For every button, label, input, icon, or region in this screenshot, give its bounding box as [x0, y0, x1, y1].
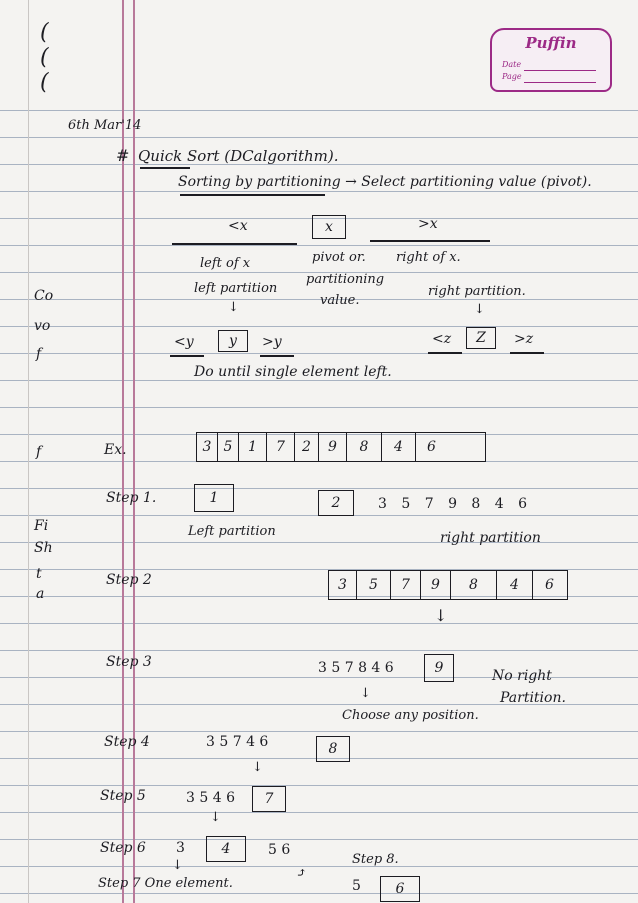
array-cell: 5 [218, 433, 239, 461]
margin-bracket: ( [40, 45, 49, 70]
sub-right-lt: <z [432, 331, 452, 347]
margin-bracket: ( [40, 70, 49, 95]
until-note: Do until single element left. [194, 364, 392, 380]
left-underline [172, 243, 297, 245]
step1-pivot-box: 2 [318, 490, 354, 516]
step1-left-note: Left partition [188, 524, 276, 539]
right-label-2: right partition. [428, 284, 526, 299]
sub-left-lt: <y [174, 334, 194, 350]
array-cell: 1 [239, 433, 267, 461]
down-arrow-icon: ↓ [228, 300, 239, 315]
step3-choose: Choose any position. [342, 708, 479, 723]
left-label-2: left partition [194, 281, 278, 296]
ruled-line [0, 542, 638, 543]
array-cell: 6 [427, 439, 436, 455]
logo-page-line [524, 82, 596, 83]
step2-label: Step 2 [106, 572, 152, 588]
step5-pivot-box: 7 [252, 786, 286, 812]
example-array [196, 432, 486, 462]
margin-note: f [36, 346, 42, 362]
step2-array [328, 570, 568, 600]
array-cell: 9 [421, 571, 451, 599]
logo-date-line [524, 70, 596, 71]
step6-right: 5 6 [268, 842, 291, 858]
ruled-line [0, 299, 638, 300]
array-cell: 7 [267, 433, 295, 461]
puffin-logo [490, 28, 612, 92]
step6-pivot-box: 4 [206, 836, 246, 862]
step6-label: Step 6 [100, 840, 146, 856]
right-label-1: right of x. [396, 250, 461, 265]
ruled-line [0, 650, 638, 651]
ruled-line [0, 110, 638, 111]
heading-bullet: # [116, 146, 130, 165]
step3-note-2: Partition. [500, 690, 566, 706]
ruled-line [0, 623, 638, 624]
left-symbol: <x [228, 218, 248, 234]
pivot-label-1: pivot or. [312, 250, 366, 265]
example-label: Ex. [104, 442, 127, 458]
step5-label: Step 5 [100, 788, 146, 804]
ruled-line [0, 380, 638, 381]
step3-pivot-box: 9 [424, 654, 454, 682]
step7-label: Step 7 One element. [98, 876, 233, 891]
down-arrow-icon: ↓ [434, 606, 448, 625]
step1-right-note: right partition [440, 530, 541, 546]
array-cell: 8 [347, 433, 382, 461]
right-symbol: >x [418, 216, 438, 232]
subtitle-underline [180, 194, 325, 196]
array-cell: 5 [357, 571, 391, 599]
curved-arrow-icon: ⤴ [296, 866, 307, 881]
step4-label: Step 4 [104, 734, 150, 750]
margin-note: Fi [34, 518, 49, 534]
ruled-line [0, 866, 638, 867]
margin-note: t [36, 566, 42, 582]
down-arrow-icon: ↓ [252, 760, 263, 775]
right-underline [370, 240, 490, 242]
step4-values: 3 5 7 4 6 [206, 734, 269, 750]
array-cell: 3 [329, 571, 357, 599]
step4-pivot-box: 8 [316, 736, 350, 762]
step6-left: 3 [176, 840, 185, 856]
sub-left-pivot-box: y [218, 330, 248, 352]
sub-right-pivot-box: Z [466, 327, 496, 349]
sub-underline [510, 352, 544, 354]
margin-note: Sh [34, 540, 53, 556]
array-cell: 4 [497, 571, 533, 599]
step1-label: Step 1. [106, 490, 157, 506]
margin-bracket: ( [40, 20, 49, 45]
sub-right-gt: >z [514, 331, 534, 347]
step1-left-box: 1 [194, 484, 234, 512]
left-label-1: left of x [200, 256, 251, 271]
ruled-line [0, 812, 638, 813]
ruled-line [0, 893, 638, 894]
array-cell: 3 [197, 433, 218, 461]
down-arrow-icon: ↓ [474, 302, 485, 317]
array-cell: 6 [545, 577, 554, 593]
step1-rest: 3 5 7 9 8 4 6 [378, 496, 528, 512]
step3-note-1: No right [492, 668, 552, 684]
step3-label: Step 3 [106, 654, 152, 670]
ruled-line [0, 191, 638, 192]
step8-pivot-box: 6 [380, 876, 420, 902]
pivot-label-2: partitioning [306, 272, 385, 287]
subtitle: Sorting by partitioning → Select partitioning value (pivot). [178, 174, 592, 190]
logo-date-label: Date [502, 60, 522, 69]
array-cell: 9 [319, 433, 347, 461]
page-title: Quick Sort (DCalgorithm). [138, 147, 339, 165]
sub-left-gt: >y [262, 334, 282, 350]
logo-page-label: Page [502, 72, 522, 81]
ruled-line [0, 137, 638, 138]
margin-note: a [36, 586, 45, 602]
ruled-line [0, 488, 638, 489]
ruled-line [0, 245, 638, 246]
sub-underline [428, 352, 462, 354]
sub-underline [170, 355, 204, 357]
array-cell: 4 [382, 433, 416, 461]
down-arrow-icon: ↓ [172, 858, 183, 873]
pivot-label-3: value. [320, 293, 360, 308]
margin-note: vo [34, 318, 51, 334]
ruled-line [0, 785, 638, 786]
ruled-line [0, 731, 638, 732]
margin-note: f [36, 444, 42, 460]
ruled-line [0, 407, 638, 408]
margin-note: Co [34, 288, 54, 304]
array-cell: 2 [295, 433, 319, 461]
down-arrow-icon: ↓ [360, 686, 371, 701]
step3-values: 3 5 7 8 4 6 [318, 660, 394, 676]
pivot-box: x [312, 215, 346, 239]
array-cell: 8 [451, 571, 497, 599]
step5-values: 3 5 4 6 [186, 790, 235, 806]
title-underline [140, 167, 190, 169]
step8-label: Step 8. [352, 852, 399, 867]
margin-line-right [133, 0, 135, 903]
binding-edge [28, 0, 29, 903]
logo-brand: Puffin [525, 34, 577, 52]
ruled-line [0, 326, 638, 327]
array-cell: 7 [391, 571, 421, 599]
ruled-line [0, 839, 638, 840]
page-date: 6th Mar'14 [68, 118, 142, 133]
step8-left: 5 [352, 878, 361, 894]
down-arrow-icon: ↓ [210, 810, 221, 825]
sub-underline [260, 355, 294, 357]
